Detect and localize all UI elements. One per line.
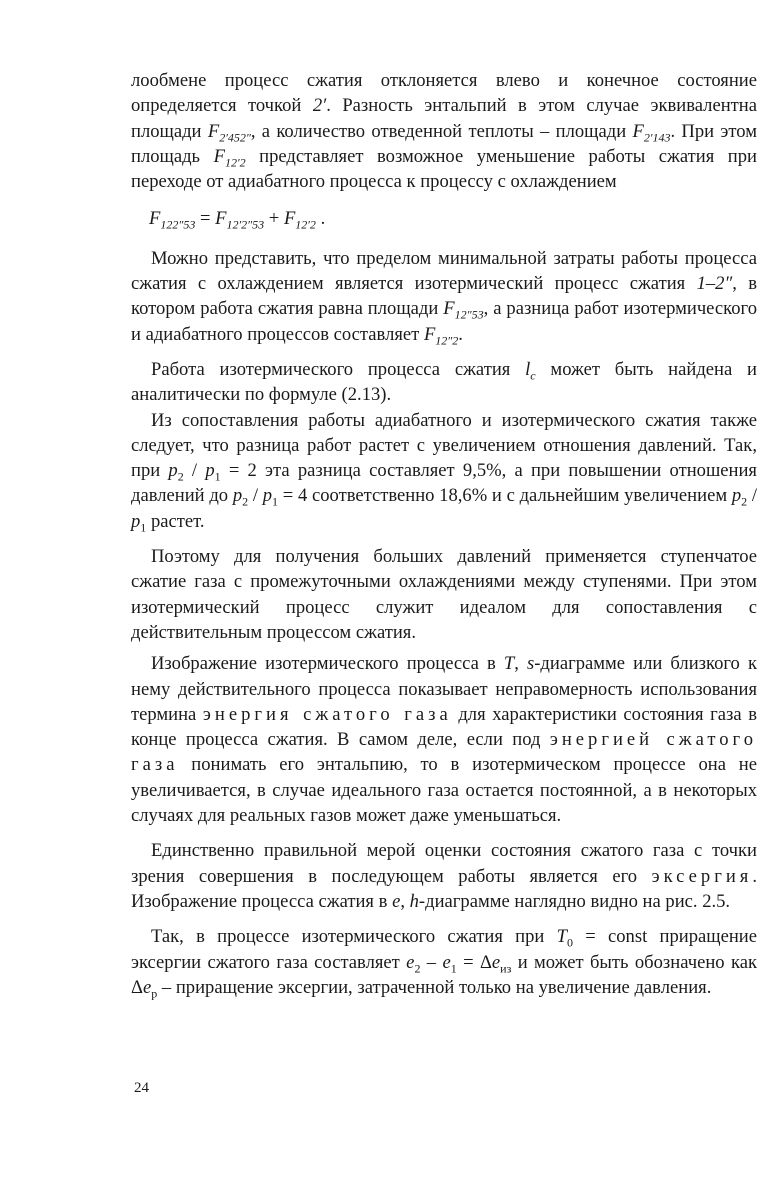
point-label: 2′	[312, 95, 327, 117]
pressure-subscript: 1	[272, 495, 279, 510]
text-run: –	[420, 951, 443, 973]
formula-operator: .	[315, 208, 326, 230]
area-subscript: 2′143	[643, 130, 671, 145]
page-number: 24	[134, 1080, 149, 1096]
variable-subscript: 0	[566, 935, 573, 950]
text-run: /	[248, 485, 263, 507]
text-run: ,	[514, 653, 527, 675]
formula	[149, 206, 757, 231]
page-body	[131, 68, 757, 1000]
emphasized-term: энергией сжатого газа	[131, 729, 757, 776]
pressure-symbol: p	[131, 510, 141, 532]
paragraph-5: Поэтому для получения больших давлений применяется ступенчатое сжатие газа с промежуточными охлаждениями между ступенями. При этом изотермический процесс служит идеалом для сопоставления с действительным процессом сжатия.	[131, 546, 757, 643]
text-run: , а количество отведенной теплоты – площади	[250, 120, 633, 142]
text-run: , а разница работ изотермического и адиабатного процессов составляет	[131, 298, 757, 345]
area-subscript: 12″53	[454, 308, 484, 323]
pressure-subscript: 2	[741, 495, 748, 510]
text-run: . Изображение процесса сжатия в	[131, 865, 757, 912]
text-run: Работа изотермического процесса сжатия	[151, 358, 526, 380]
formula-symbol: F	[149, 208, 161, 230]
text-run: Так, в процессе изотермического сжатия при	[151, 926, 557, 948]
text-run: для характеристики состояния газа в конце процесса сжатия. В самом деле, если под	[131, 703, 757, 751]
variable-subscript: 2	[414, 961, 421, 976]
area-symbol: F	[632, 120, 644, 142]
text-run: ,	[400, 890, 410, 912]
variable-symbol: h	[409, 890, 419, 912]
formula-subscript: 12′2	[295, 218, 316, 233]
formula-symbol: F	[283, 208, 296, 230]
work-symbol: l	[525, 358, 531, 380]
text-run: может быть найдена и аналитически по формуле (2.13).	[131, 358, 757, 406]
area-symbol: F	[423, 323, 436, 345]
text-run: – приращение эксергии, затраченной только на увеличение давления.	[157, 976, 712, 998]
text-run: -диаграмме наглядно видно на рис. 2.5.	[418, 890, 731, 912]
emphasized-term: энергия сжатого газа	[202, 703, 452, 725]
pressure-symbol: p	[262, 485, 273, 507]
text-run: = Δ	[456, 951, 492, 973]
variable-symbol: s	[526, 653, 535, 675]
variable-symbol: T	[503, 653, 515, 675]
formula-symbol: F	[215, 208, 227, 230]
process-label: 1–2″	[696, 273, 733, 295]
pressure-subscript: 2	[242, 495, 249, 510]
text-run: Изображение изотермического процесса в	[151, 653, 504, 675]
paragraph-2	[131, 246, 757, 347]
text-run: = 2 эта разница составляет 9,5%, а при повышении отношения давлений до	[131, 460, 757, 507]
pressure-symbol: p	[168, 460, 178, 482]
text-run: Единственно правильной мерой оценки состояния сжатого газа с точки зрения совершения в последующем работы является его	[131, 840, 757, 887]
text-run: -диаграмме или близкого к нему действительного процесса показывает неправомерность использования термина	[131, 653, 757, 725]
variable-subscript: p	[151, 986, 158, 1001]
emphasized-term: эксергия	[651, 865, 753, 887]
text-run: = const приращение эксергии сжатого газа составляет	[131, 926, 757, 973]
text-run: и может быть обозначено как Δ	[131, 951, 757, 998]
text-run: лообмене процесс сжатия отклоняется влево и конечное состояние определяется точкой	[131, 70, 757, 117]
text-run: . Разность энтальпий в этом случае эквивалентна площади	[131, 95, 757, 142]
pressure-subscript: 1	[214, 469, 221, 484]
area-subscript: 2′452″	[219, 130, 251, 145]
formula-subscript: 122″53	[160, 218, 196, 233]
area-subscript: 12′2	[224, 155, 246, 170]
paragraph-6	[131, 651, 757, 828]
variable-subscript: 1	[450, 961, 457, 976]
text-run: Можно представить, что пределом минимальной затраты работы процесса сжатия с охлаждением является изотермический процесс сжатия	[131, 247, 757, 295]
text-run: , в котором работа сжатия равна площади	[131, 273, 757, 320]
pressure-symbol: p	[232, 485, 243, 507]
variable-symbol: e	[406, 951, 415, 973]
text-run: . При этом площадь	[131, 120, 757, 167]
paragraph-3	[131, 357, 757, 408]
formula-subscript: 12′2″53	[226, 218, 265, 233]
text-run: /	[183, 460, 206, 482]
variable-symbol: e	[142, 976, 152, 998]
text-run: понимать его энтальпию, то в изотермическом процессе она не увеличивается, в случае идеального газа остается постоянной, а в некоторых случаях для реальных газов может даже уменьшаться.	[131, 754, 757, 827]
formula-operator: +	[264, 208, 284, 230]
text-run: = 4 соответственно 18,6% и с дальнейшим увеличением	[278, 485, 732, 507]
paragraph-4	[131, 408, 757, 534]
pressure-symbol: p	[731, 485, 742, 507]
variable-symbol: e	[491, 951, 501, 973]
text-run: .	[458, 323, 463, 345]
text-run: /	[747, 485, 757, 507]
paragraph-8	[131, 924, 757, 1000]
area-symbol: F	[207, 120, 220, 142]
text-run: Из сопоставления работы адиабатного и изотермического сжатия также следует, что разница работ растет с увеличением отношения давлений. Так, при	[131, 409, 757, 482]
formula-operator: =	[195, 208, 216, 230]
pressure-subscript: 2	[177, 469, 184, 484]
paragraph-1	[131, 68, 757, 194]
area-symbol: F	[443, 298, 455, 320]
variable-symbol: e	[392, 890, 401, 912]
pressure-symbol: p	[205, 460, 215, 482]
area-subscript: 12″2	[435, 333, 459, 348]
text-run: представляет возможное уменьшение работы сжатия при переходе от адиабатного процесса к процессу с охлаждением	[131, 145, 757, 193]
area-symbol: F	[213, 145, 225, 167]
pressure-subscript: 1	[140, 520, 147, 535]
paragraph-7	[131, 838, 757, 914]
variable-subscript: из	[500, 961, 512, 976]
work-subscript: c	[530, 368, 536, 383]
variable-symbol: T	[556, 926, 567, 948]
text-run: растет.	[146, 510, 205, 532]
variable-symbol: e	[442, 951, 451, 973]
